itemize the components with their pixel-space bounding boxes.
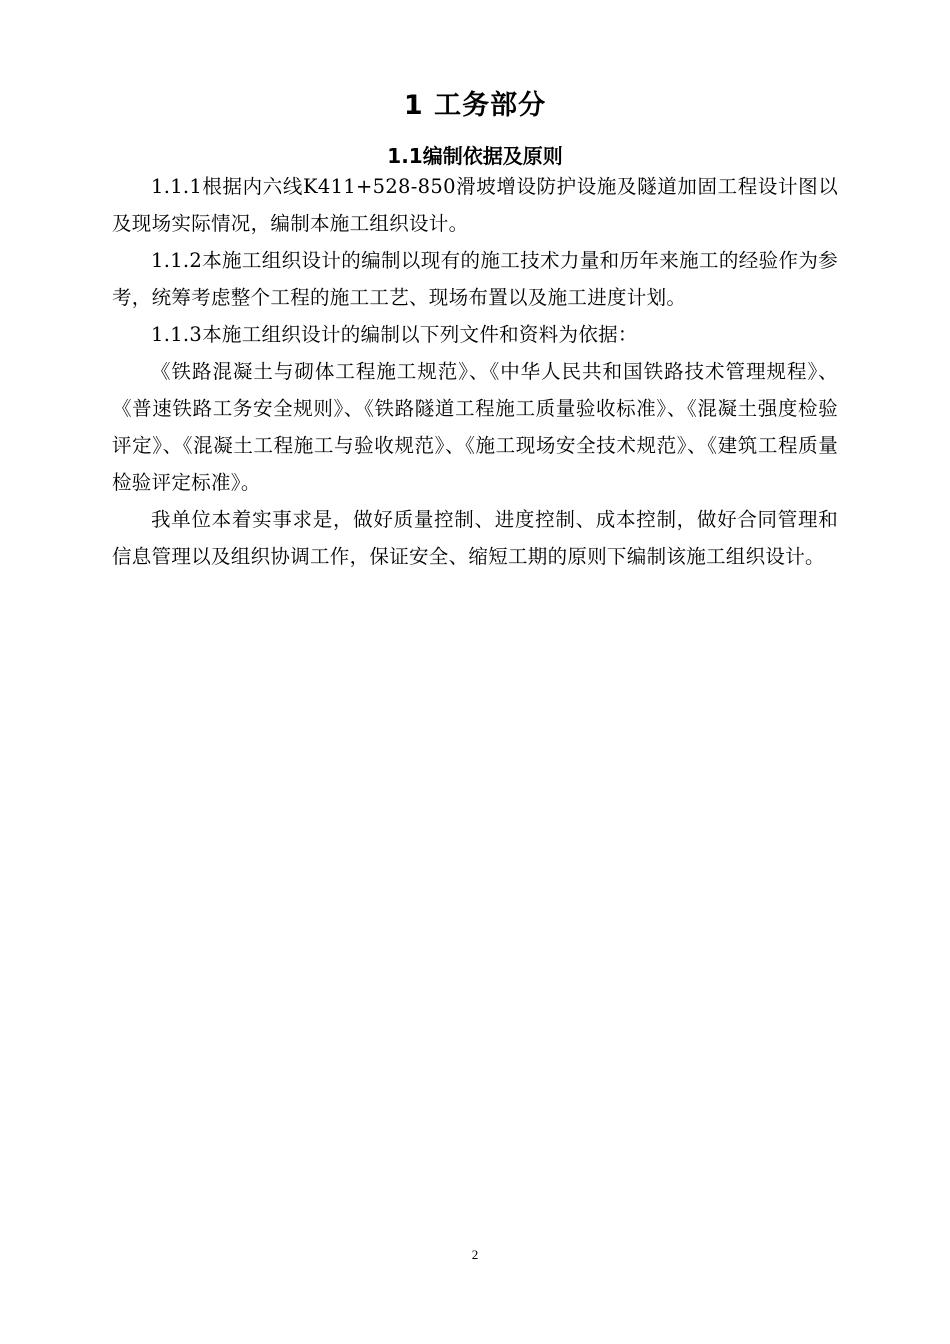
- page-number: 2: [471, 1247, 479, 1262]
- paragraph-1-1-1: 1.1.1根据内六线K411+528-850滑坡增设防护设施及隧道加固工程设计图以及现场实际情况，编制本施工组织设计。: [112, 175, 838, 235]
- paragraph-1-1-2: 1.1.2本施工组织设计的编制以现有的施工技术力量和历年来施工的经验作为参考，统筹考虑整个工程的施工工艺、现场布置以及施工进度计划。: [112, 249, 838, 309]
- paragraph-1-1-3: 1.1.3本施工组织设计的编制以下列文件和资料为依据：: [151, 323, 638, 346]
- paragraph-principles: 我单位本着实事求是，做好质量控制、进度控制、成本控制，做好合同管理和信息管理以及组织协调工作，保证安全、缩短工期的原则下编制该施工组织设计。: [112, 508, 838, 568]
- paragraph-references: 《铁路混凝土与砌体工程施工规范》、《中华人民共和国铁路技术管理规程》、《普速铁路工务安全规则》、《铁路隧道工程施工质量验收标准》、《混凝土强度检验评定》、《混凝土工程施工与验收规范》、《施工现场安全技术规范》、《建筑工程质量检验评定标准》。: [112, 360, 838, 494]
- body-text: [112, 168, 838, 575]
- section-title: 1 工务部分: [403, 90, 547, 121]
- subsection-title: 1.1编制依据及原则: [387, 144, 563, 168]
